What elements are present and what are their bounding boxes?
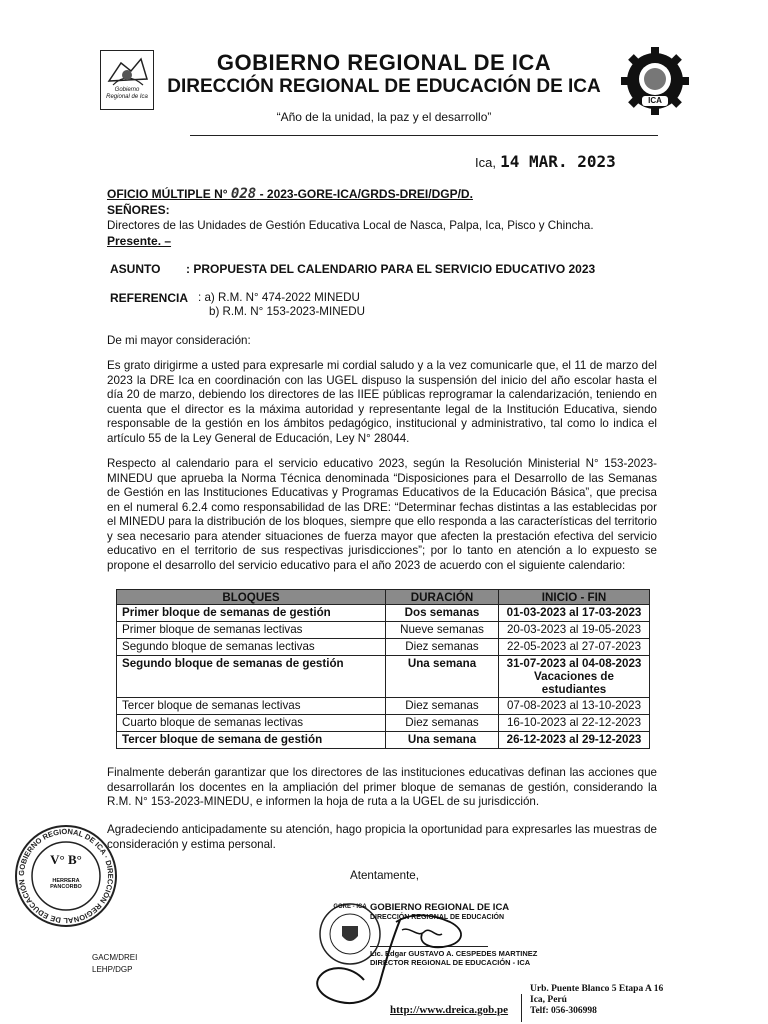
addressee-heading: SEÑORES: bbox=[107, 203, 170, 217]
row-bloque: Segundo bloque de semanas lectivas bbox=[117, 639, 386, 656]
asunto-value: : PROPUESTA DEL CALENDARIO PARA EL SERVICIO EDUCATIVO 2023 bbox=[186, 262, 596, 276]
header-bloques: BLOQUES bbox=[117, 590, 386, 605]
row-fechas: 22-05-2023 al 27-07-2023 bbox=[499, 639, 650, 656]
footer-address bbox=[530, 984, 663, 1017]
handwritten-signature bbox=[300, 890, 490, 1010]
row-bloque: Tercer bloque de semana de gestión bbox=[117, 732, 386, 749]
row-fechas: 07-08-2023 al 13-10-2023 bbox=[499, 698, 650, 715]
table-row bbox=[117, 656, 650, 698]
address-line-3: Telf: 056-306998 bbox=[530, 1006, 597, 1016]
row-fechas bbox=[499, 656, 650, 698]
calendar-table bbox=[116, 589, 650, 749]
row-fechas-note: Vacaciones de estudiantes bbox=[534, 670, 614, 696]
row-duracion: Una semana bbox=[386, 732, 499, 749]
header-duracion: DURACIÓN bbox=[386, 590, 499, 605]
logo-caption: Gobierno Regional de Ica bbox=[106, 87, 148, 100]
approval-seal-stamp bbox=[12, 822, 120, 930]
address-line-1: Urb. Puente Blanco 5 Etapa A 16 bbox=[530, 984, 664, 994]
paragraph-3: Finalmente deberán garantizar que los directores de las instituciones educativas definan las acciones que desarrollarán los docentes en la ampliación del primer bloque de semanas de gestión, considerando la R.M. N° 153-2023-MINEDU, e informen la hoja de ruta a la UGEL de su jurisdicción. bbox=[107, 766, 657, 808]
initials bbox=[92, 952, 137, 976]
row-bloque: Primer bloque de semanas lectivas bbox=[117, 622, 386, 639]
row-fechas-range: 31-07-2023 al 04-08-2023 bbox=[506, 657, 642, 670]
paragraph-2: Respecto al calendario para el servicio educativo 2023, según la Resolución Ministerial N° 153-2023-MINEDU que aprueba la Norma Técnica denominada “Disposiciones para el Desarrollo de las Semanas de Gestión en las Instituciones Educativas y Programas Educativos de la Educación Básica”, que precisa en el numeral 6.2.4 como responsabilidad de las DRE: “Determinar fechas distintas a las establecidas por el MINEDU para la distribución de los bloques, siempre que ello responda a las características del territorio y sea necesario para atender situaciones de fuerza mayor que afecten la prestación efectiva del servicio educativo en el territorio de sus respectivas jurisdicciones”; por lo tanto en atención a lo expuesto se propone el desarrollo del servicio educativo para el año 2023 de acuerdo con el siguiente calendario: bbox=[107, 457, 657, 572]
oficio-number bbox=[107, 186, 473, 202]
header-motto: “Año de la unidad, la paz y el desarrollo” bbox=[276, 110, 492, 124]
row-bloque: Primer bloque de semanas de gestión bbox=[117, 605, 386, 622]
signatory-name: Lic. Edgar GUSTAVO A. CESPEDES MARTINEZ bbox=[370, 949, 538, 958]
row-duracion: Diez semanas bbox=[386, 639, 499, 656]
signature-seal-text: GORE - ICA bbox=[333, 904, 367, 910]
date-stamp: 14 MAR. 2023 bbox=[500, 152, 616, 171]
oficio-prefix: OFICIO MÚLTIPLE N° bbox=[107, 187, 228, 201]
table-row bbox=[117, 639, 650, 656]
table-row bbox=[117, 715, 650, 732]
date-place: Ica, bbox=[475, 155, 496, 170]
initials-2: LEHP/DGP bbox=[92, 965, 133, 974]
asunto-label: ASUNTO bbox=[110, 262, 161, 276]
seal-vb: V° B° bbox=[50, 852, 82, 867]
row-duracion: Diez semanas bbox=[386, 698, 499, 715]
row-duracion: Nueve semanas bbox=[386, 622, 499, 639]
table-row bbox=[117, 698, 650, 715]
oficio-handwritten-number: 028 bbox=[230, 186, 257, 202]
signature-org-2: DIRECCIÓN REGIONAL DE EDUCACIÓN bbox=[370, 914, 505, 921]
initials-1: GACM/DREI bbox=[92, 953, 138, 962]
addressees: Directores de las Unidades de Gestión Educativa Local de Nasca, Palpa, Ica, Pisco y Chincha. bbox=[107, 219, 594, 232]
row-bloque: Segundo bloque de semanas de gestión bbox=[117, 656, 386, 698]
row-bloque: Cuarto bloque de semanas lectivas bbox=[117, 715, 386, 732]
table-row bbox=[117, 622, 650, 639]
referencia-a: : a) R.M. N° 474-2022 MINEDU bbox=[198, 291, 360, 304]
header-subtitle: DIRECCIÓN REGIONAL DE EDUCACIÓN DE ICA bbox=[167, 76, 601, 97]
website-link[interactable]: http://www.dreica.gob.pe bbox=[390, 1004, 509, 1016]
row-fechas: 26-12-2023 al 29-12-2023 bbox=[499, 732, 650, 749]
referencia-b: b) R.M. N° 153-2023-MINEDU bbox=[209, 305, 366, 318]
oficio-suffix: - 2023-GORE-ICA/GRDS-DREI/DGP/D. bbox=[259, 187, 473, 201]
seal-ring-text: GOBIERNO REGIONAL DE ICA · DIRECCIÓN REGIONAL DE EDUCACIÓN bbox=[16, 826, 116, 926]
document-date bbox=[475, 152, 616, 171]
seal-name: HERRERA PANCORBO bbox=[50, 878, 82, 890]
table-row bbox=[117, 732, 650, 749]
footer-divider bbox=[521, 994, 522, 1022]
row-fechas: 20-03-2023 al 19-05-2023 bbox=[499, 622, 650, 639]
header-inicio-fin: INICIO - FIN bbox=[499, 590, 650, 605]
closing: Atentamente, bbox=[350, 869, 419, 882]
presente: Presente. – bbox=[107, 234, 172, 248]
paragraph-4: Agradeciendo anticipadamente su atención, hago propicia la oportunidad para expresarles las muestras de consideración y estima personal. bbox=[107, 823, 657, 851]
row-duracion: Diez semanas bbox=[386, 715, 499, 732]
row-fechas: 16-10-2023 al 22-12-2023 bbox=[499, 715, 650, 732]
row-fechas: 01-03-2023 al 17-03-2023 bbox=[499, 605, 650, 622]
row-duracion: Dos semanas bbox=[386, 605, 499, 622]
table-row bbox=[117, 605, 650, 622]
gear-logo-label: ICA bbox=[642, 96, 668, 106]
row-bloque: Tercer bloque de semanas lectivas bbox=[117, 698, 386, 715]
referencia-values bbox=[198, 291, 365, 319]
greeting: De mi mayor consideración: bbox=[107, 334, 251, 347]
header-divider bbox=[190, 135, 658, 136]
referencia-label: REFERENCIA bbox=[110, 291, 189, 305]
row-duracion: Una semana bbox=[386, 656, 499, 698]
signature-org-1: GOBIERNO REGIONAL DE ICA bbox=[370, 902, 510, 913]
address-line-2: Ica, Perú bbox=[530, 995, 567, 1005]
calendar-header-row bbox=[117, 590, 650, 605]
paragraph-1: Es grato dirigirme a usted para expresarle mi cordial saludo y a la vez comunicarle que, el 11 de marzo del 2023 la DRE Ica en coordinación con las UGEL dispuso la suspensión del inicio del año escolar hasta el día 20 de marzo, debiendo los directores de las IIEE públicas reprogramar la calendarización, teniendo en cuenta que el director es la máxima autoridad y representante legal de la Institución Educativa, siendo responsable de la gestión en los ámbitos pedagógico, institucional y administrativo, tal como lo indica el artículo 55 de la Ley General de Educación, Ley N° 28044. bbox=[107, 359, 657, 445]
header-title: GOBIERNO REGIONAL DE ICA bbox=[216, 50, 552, 75]
signatory-role: DIRECTOR REGIONAL DE EDUCACIÓN - ICA bbox=[370, 958, 531, 967]
